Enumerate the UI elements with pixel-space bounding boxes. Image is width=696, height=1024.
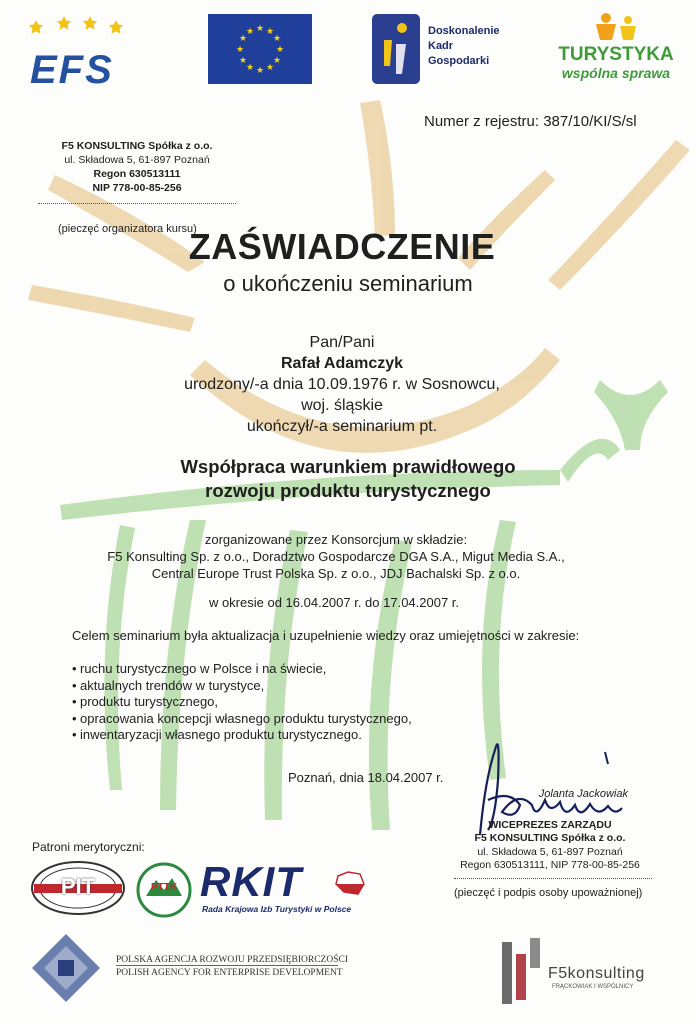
kadr-logo-icon <box>372 14 420 84</box>
svg-text:★: ★ <box>245 27 255 37</box>
organizer-address: ul. Składowa 5, 61-897 Poznań <box>64 154 210 166</box>
poland-map-icon <box>334 870 366 896</box>
signatory-company: F5 KONSULTING Spółka z o.o. <box>474 832 626 844</box>
recipient-voivodeship: woj. śląskie <box>301 397 383 414</box>
topic-item: • inwentaryzacji własnego produktu turystycznego. <box>72 727 412 744</box>
efs-logo <box>24 14 134 92</box>
consortium-intro: zorganizowane przez Konsorcjum w składzie: <box>204 532 468 547</box>
turystyka-subtitle: wspólna sprawa <box>561 65 671 81</box>
svg-text:★: ★ <box>238 56 248 66</box>
parp-polish-name: POLSKA AGENCJA ROZWOJU PRZEDSIĘBIORCZOŚCI <box>116 955 348 965</box>
topic-item: • opracowania koncepcji własnego produktu turystycznego, <box>72 711 412 728</box>
pit-logo <box>30 860 126 916</box>
topic-item: • aktualnych trendów w turystyce, <box>72 678 412 695</box>
pttk-logo <box>136 862 192 918</box>
svg-text:★: ★ <box>255 66 265 76</box>
turystyka-logo <box>556 12 676 84</box>
efs-text: EFS <box>30 48 114 92</box>
f5-logo-caption: FRĄCKOWIAK I WSPÓLNICY <box>552 984 634 990</box>
organizer-name: F5 KONSULTING Spółka z o.o. <box>61 140 213 152</box>
seminar-goal: Celem seminarium była aktualizacja i uzupełnienie wiedzy oraz umiejętności w zakresie: <box>72 628 580 643</box>
svg-text:★: ★ <box>255 24 265 34</box>
kadr-line-2: Kadr <box>428 40 454 52</box>
efs-stars <box>24 14 134 44</box>
seminar-title-line-1: Współpraca warunkiem prawidłowego <box>180 456 516 477</box>
signatory-name: Jolanta Jackowiak <box>538 788 628 800</box>
recipient-block <box>0 332 690 437</box>
svg-text:★: ★ <box>238 34 248 44</box>
f5-logo-text: F5konsulting <box>548 965 645 982</box>
place-date: Poznań, dnia 18.04.2007 r. <box>288 770 444 785</box>
topic-item: • produktu turystycznego, <box>72 694 412 711</box>
topic-item: • ruchu turystycznego w Polsce i na świecie, <box>72 661 412 678</box>
signatory-rule <box>454 878 652 879</box>
organizer-regon: Regon 630513111 <box>93 168 181 180</box>
signatory-ids: Regon 630513111, NIP 778-00-85-256 <box>460 859 640 871</box>
seminar-title-line-2: rozwoju produktu turystycznego <box>205 480 491 501</box>
recipient-completed: ukończył/-a seminarium pt. <box>246 418 438 435</box>
svg-text:★: ★ <box>265 27 275 37</box>
rkit-text: RKIT <box>200 858 302 905</box>
pit-text: PIT <box>60 874 96 899</box>
certificate-title: ZAŚWIADCZENIE <box>188 226 496 267</box>
seminar-period: w okresie od 16.04.2007 r. do 17.04.2007 r. <box>208 595 460 610</box>
certificate-subtitle: o ukończeniu seminarium <box>223 271 473 296</box>
signatory-block <box>444 788 656 879</box>
consortium-line-2: Central Europe Trust Polska Sp. z o.o., JDJ Bachalski Sp. z o.o. <box>151 566 521 581</box>
kadr-logo-text <box>428 24 500 69</box>
seminar-title <box>0 455 696 503</box>
f5-logo-mark <box>496 936 542 1008</box>
organizer-rule <box>38 203 236 204</box>
signatory-caption: (pieczęć i podpis osoby upoważnionej) <box>454 887 643 899</box>
eu-stars <box>208 14 312 84</box>
svg-text:★: ★ <box>272 56 282 66</box>
rkit-caption: Rada Krajowa Izb Turystyki w Polsce <box>202 904 352 914</box>
rkit-logo <box>200 860 368 920</box>
organizer-stamp-caption: (pieczęć organizatora kursu) <box>58 223 197 235</box>
signatory-position: WICEPREZES ZARZĄDU <box>488 818 612 831</box>
svg-text:★: ★ <box>265 63 275 73</box>
recipient-name: Rafał Adamczyk <box>280 355 404 372</box>
organizer-stamp <box>32 139 242 204</box>
kadr-line-1: Doskonalenie <box>428 25 500 37</box>
consortium-line-1: F5 Konsulting Sp. z o.o., Doradztwo Gospodarcze DGA S.A., Migut Media S.A., <box>107 549 565 564</box>
svg-text:★: ★ <box>245 63 255 73</box>
recipient-salutation: Pan/Pani <box>309 334 375 351</box>
recipient-born: urodzony/-a dnia 10.09.1976 r. w Sosnowcu, <box>184 376 500 393</box>
parp-english-name: POLISH AGENCY FOR ENTERPRISE DEVELOPMENT <box>116 968 343 978</box>
turystyka-title: TURYSTYKA <box>558 44 674 65</box>
svg-text:★: ★ <box>272 34 282 44</box>
pttk-text: PTTK <box>150 882 178 893</box>
signatory-address: ul. Składowa 5, 61-897 Poznań <box>477 845 623 858</box>
organizer-nip: NIP 778-00-85-256 <box>92 182 182 194</box>
parp-text <box>116 951 348 982</box>
topics-list <box>72 661 412 744</box>
people-icon <box>576 12 656 40</box>
kadr-line-3: Gospodarki <box>428 55 490 67</box>
svg-text:★: ★ <box>275 45 285 55</box>
patrons-label: Patroni merytoryczni: <box>32 840 145 854</box>
parp-logo-icon <box>30 932 102 1004</box>
eu-flag <box>208 14 312 84</box>
consortium-block <box>0 531 684 582</box>
registry-number: Numer z rejestru: 387/10/KI/S/sl <box>424 113 637 130</box>
person-icon <box>372 14 420 84</box>
svg-text:★: ★ <box>235 45 245 55</box>
